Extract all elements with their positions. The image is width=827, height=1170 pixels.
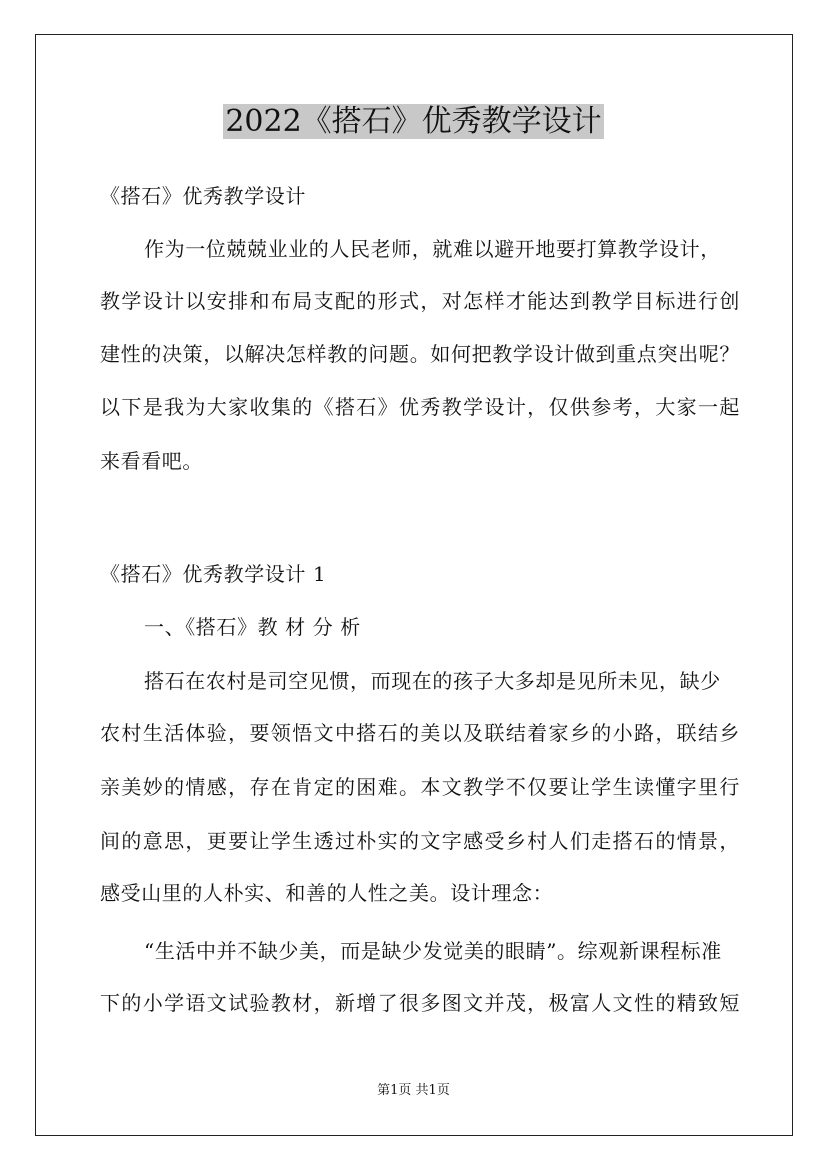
body-line-3: 亲美妙的情感，存在肯定的困难。本文教学不仅要让学生读懂字里行 (100, 775, 740, 799)
intro-line-4: 以下是我为大家收集的《搭石》优秀教学设计，仅供参考，大家一起 (100, 395, 740, 419)
body-line-1: 搭石在农村是司空见惯，而现在的孩子大多却是见所未见，缺少 (144, 669, 721, 693)
body-line-5: 感受山里的人朴实、和善的人性之美。设计理念： (100, 881, 554, 905)
page-footer: 第1页 共1页 (377, 1083, 450, 1098)
subtitle: 《搭石》优秀教学设计 (100, 184, 306, 208)
intro-line-5: 来看看吧。 (100, 449, 203, 473)
intro-line-2: 教学设计以安排和布局支配的形式，对怎样才能达到教学目标进行创 (100, 289, 740, 313)
quote-line-1: “生活中并不缺少美，而是缺少发觉美的眼睛”。综观新课程标准 (144, 939, 722, 963)
intro-line-1: 作为一位兢兢业业的人民老师，就难以避开地要打算教学设计， (144, 237, 721, 261)
document-title (0, 100, 827, 144)
subheading: 一、《搭石》教 材 分 析 (144, 615, 361, 639)
section-heading: 《搭石》优秀教学设计 1 (100, 562, 327, 586)
intro-line-3: 建性的决策，以解决怎样教的问题。如何把教学设计做到重点突出呢？ (100, 342, 740, 366)
body-line-4: 间的意思，更要让学生透过朴实的文字感受乡村人们走搭石的情景， (100, 829, 740, 853)
quote-line-2: 下的小学语文试验教材，新增了很多图文并茂，极富人文性的精致短 (100, 991, 740, 1015)
document-title-text: 2022《搭石》优秀教学设计 (225, 104, 602, 139)
body-line-2: 农村生活体验，要领悟文中搭石的美以及联结着家乡的小路，联结乡 (100, 721, 740, 745)
